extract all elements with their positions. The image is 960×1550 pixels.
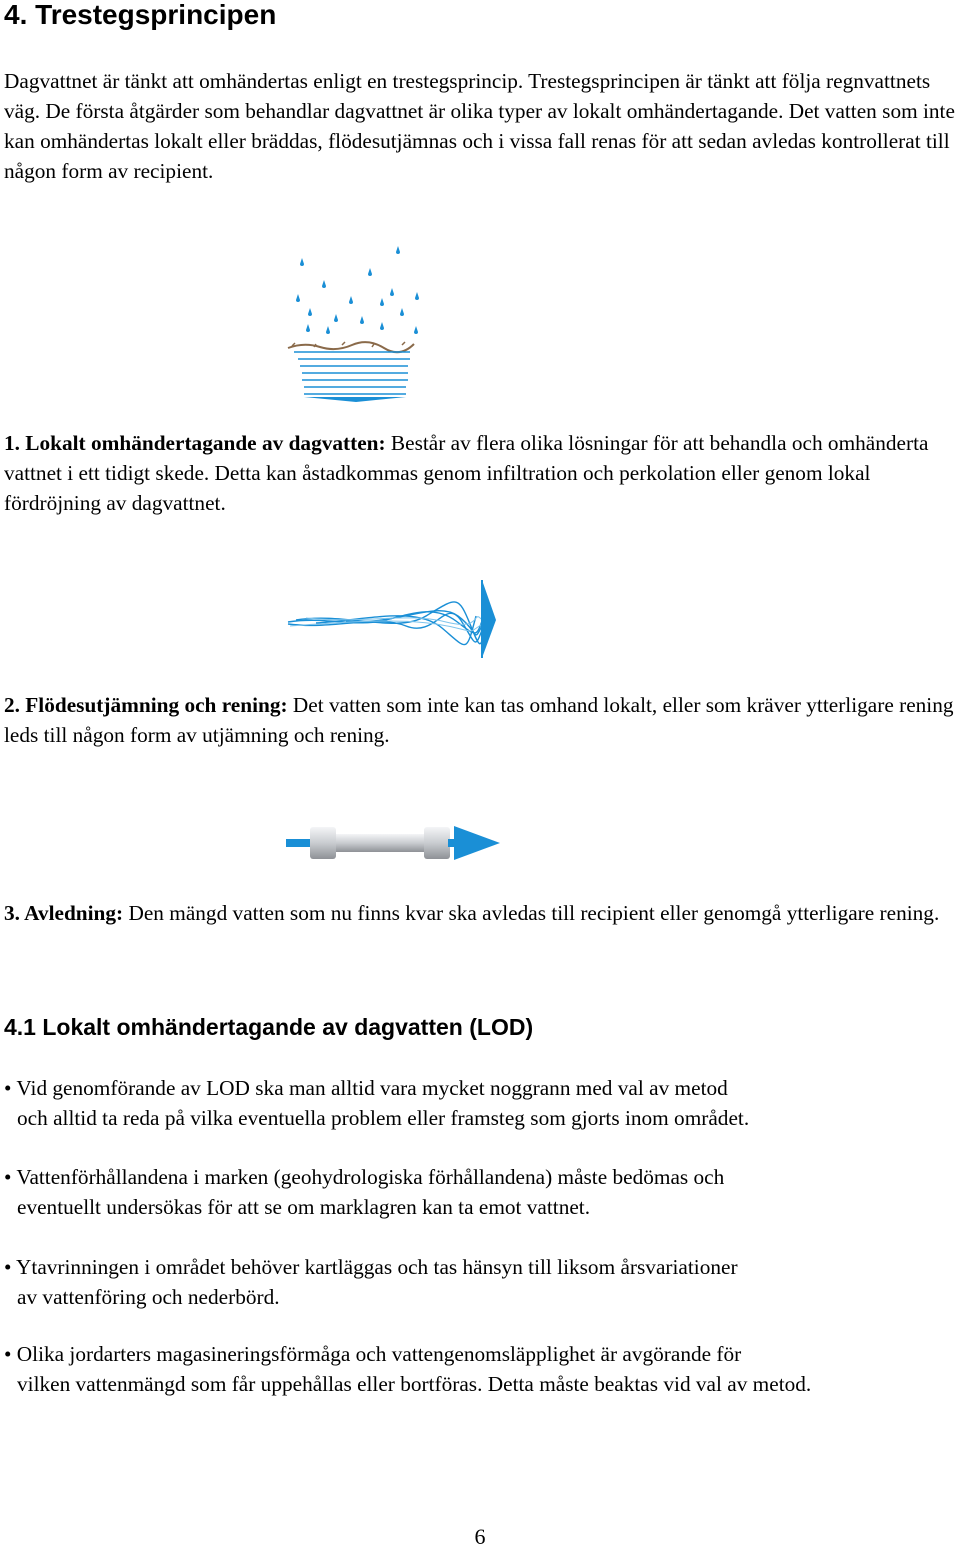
bullet-4-rest: vilken vattenmängd som får uppehållas eller bortföras. Detta måste beaktas vid val av metod. <box>17 1372 812 1396</box>
step-2-label: 2. Flödesutjämning och rening: <box>4 693 288 717</box>
page-number: 6 <box>474 1524 486 1549</box>
step-3-text: Den mängd vatten som nu finns kvar ska avledas till recipient eller genomgå ytterligare rening. <box>123 901 940 925</box>
step-1-paragraph <box>4 428 960 518</box>
bullet-2-rest: eventuellt undersökas för att se om marklagren kan ta emot vattnet. <box>17 1195 591 1219</box>
bullet-item-4 <box>4 1339 944 1399</box>
step-2-paragraph <box>4 690 960 750</box>
rain-infiltration-icon <box>284 244 424 404</box>
step-2-text: Det vatten som inte kan tas omhand lokalt, eller som kräver ytterligare rening leds till någon form av utjämning och rening. <box>4 693 954 747</box>
step-1-text: Består av flera olika lösningar för att behandla och omhänderta vattnet i ett tidigt skede. Detta kan åstadkommas genom infiltration och perkolation eller genom lokal fördröjning av dagvattnet. <box>4 431 929 515</box>
intro-paragraph: Dagvattnet är tänkt att omhändertas enligt en trestegsprincip. Trestegsprincipen är tänkt att följa regnvattnets väg. De första åtgärder som behandlar dagvattnet är olika typer av lokalt omhändertagande. Det vatten som inte kan omhändertas lokalt eller bräddas, flödesutjämnas och i vissa fall renas för att sedan avledas kontrollerat till någon form av recipient. <box>4 69 955 183</box>
bullet-symbol: • <box>4 1342 12 1366</box>
step-1-label: 1. Lokalt omhändertagande av dagvatten: <box>4 431 386 455</box>
section-heading-lod: 4.1 Lokalt omhändertagande av dagvatten (LOD) <box>4 1014 534 1040</box>
flow-equalization-wave-icon <box>286 576 506 666</box>
bullet-2-first-line: Vattenförhållandena i marken (geohydrologiska förhållandena) måste bedömas och <box>16 1165 725 1189</box>
bullet-symbol: • <box>4 1255 12 1279</box>
bullet-4-first-line: Olika jordarters magasineringsförmåga och vattengenomsläpplighet är avgörande för <box>16 1342 742 1366</box>
pipe-arrow-icon <box>286 824 506 864</box>
step-3-paragraph <box>4 898 960 928</box>
bullet-symbol: • <box>4 1165 12 1189</box>
bullet-1-first-line: Vid genomförande av LOD ska man alltid vara mycket noggrann med val av metod <box>16 1076 728 1100</box>
bullet-symbol: • <box>4 1076 12 1100</box>
bullet-item-1 <box>4 1073 944 1133</box>
bullet-1-rest: och alltid ta reda på vilka eventuella problem eller framsteg som gjorts inom området. <box>17 1106 750 1130</box>
page-title: 4. Trestegsprincipen <box>4 0 277 30</box>
bullet-item-2 <box>4 1162 944 1222</box>
bullet-3-rest: av vattenföring och nederbörd. <box>17 1285 280 1309</box>
step-3-label: 3. Avledning: <box>4 901 124 925</box>
bullet-item-3 <box>4 1252 944 1312</box>
bullet-3-first-line: Ytavrinningen i området behöver kartläggas och tas hänsyn till liksom årsvariationer <box>16 1255 738 1279</box>
